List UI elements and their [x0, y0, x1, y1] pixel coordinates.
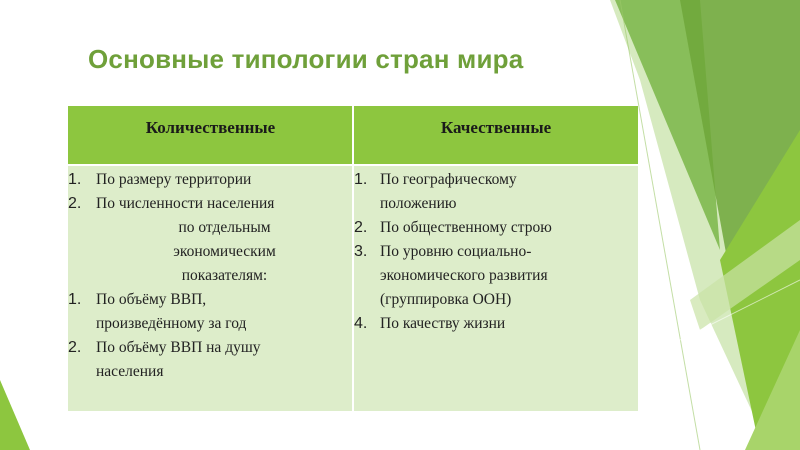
item-text: По качеству жизни [380, 315, 506, 332]
list-item [354, 240, 638, 312]
list-item [354, 312, 638, 336]
list-item [68, 336, 353, 384]
typology-table [68, 106, 638, 411]
item-text: населения [96, 363, 164, 380]
slide-title: Основные типологии стран мира [88, 44, 524, 74]
header-qualitative: Качественные [354, 106, 638, 164]
item-number: 2. [68, 195, 82, 212]
item-text: произведённому за год [96, 315, 247, 332]
list-item [354, 168, 638, 216]
list-item [68, 168, 353, 192]
item-text: По уровню социально- [380, 243, 532, 260]
item-number: 3. [354, 243, 368, 260]
item-number: 2. [354, 219, 368, 236]
list-item [68, 192, 353, 216]
item-text: положению [380, 195, 457, 212]
item-number: 1. [68, 171, 82, 188]
item-text: По общественному строю [380, 219, 552, 236]
item-number: 2. [68, 339, 82, 356]
list-item [354, 216, 638, 240]
item-number: 1. [68, 291, 82, 308]
subheading [68, 216, 353, 288]
item-text: По географическому [380, 171, 517, 188]
item-text: По численности населения [96, 195, 275, 212]
qualitative-list [354, 168, 638, 336]
item-number: 1. [354, 171, 368, 188]
item-text: По размеру территории [96, 171, 252, 188]
header-quantitative: Количественные [68, 106, 353, 164]
list-item [68, 288, 353, 336]
item-text: (группировка ООН) [380, 291, 512, 308]
subheading-line: по отдельным [178, 219, 271, 236]
quantitative-list [68, 168, 353, 384]
item-text: По объёму ВВП на душу [96, 339, 261, 356]
row-divider [68, 164, 638, 166]
item-text: По объёму ВВП, [96, 291, 207, 308]
item-number: 4. [354, 315, 368, 332]
subheading-line: показателям: [181, 267, 268, 284]
subheading-line: экономическим [173, 243, 276, 260]
item-text: экономического развития [380, 267, 548, 284]
